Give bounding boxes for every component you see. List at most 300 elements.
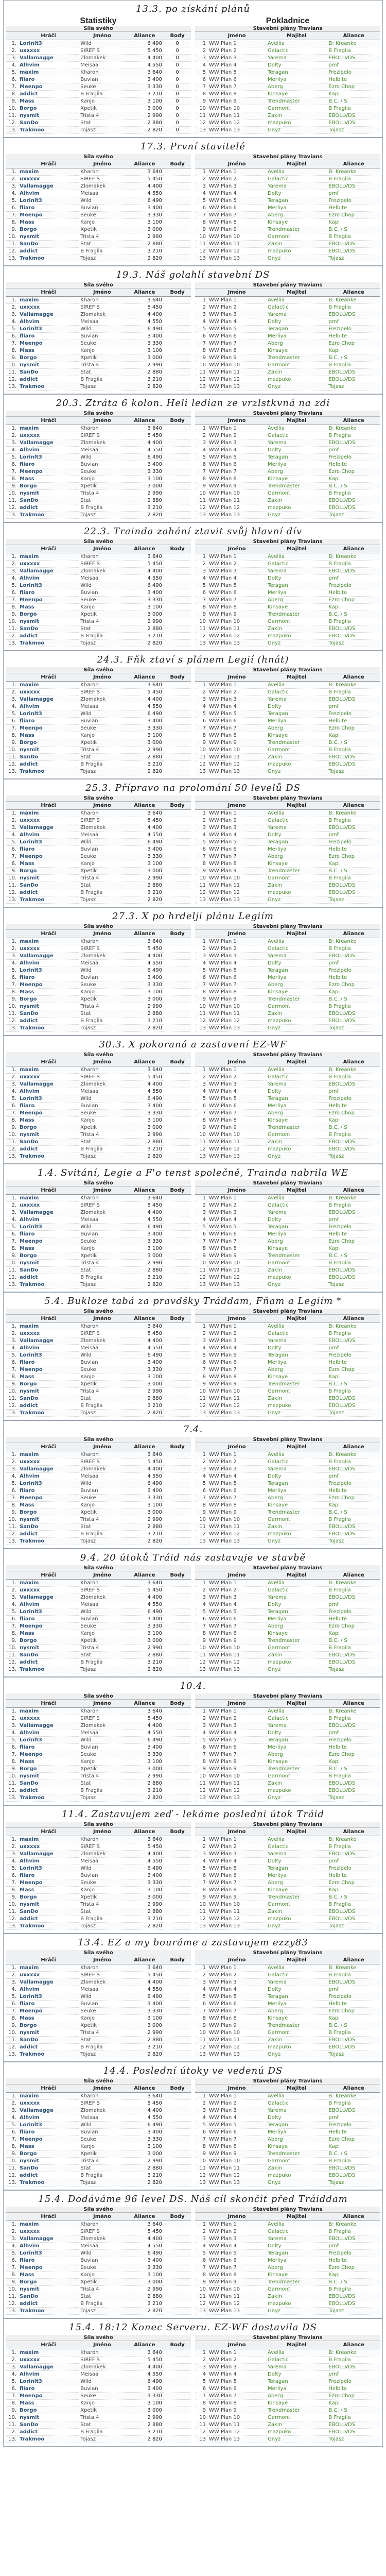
alliance-cell[interactable]: EBOLLVDS — [327, 2293, 380, 2300]
ally-cell[interactable]: SIREF S — [79, 2100, 126, 2107]
player-cell[interactable]: Lorinlt3 — [18, 1865, 79, 1872]
player-cell[interactable]: maxim — [18, 553, 79, 561]
owner-cell[interactable]: Kinsaye — [266, 2143, 327, 2150]
ally-cell[interactable]: Kharon — [79, 2093, 126, 2100]
ally-cell[interactable]: Zlomakek — [79, 568, 126, 575]
alliance-cell[interactable]: EBOLLVDS — [327, 1851, 380, 1858]
player-cell[interactable]: SanDo — [18, 369, 79, 376]
ally-cell[interactable]: Trista 4 — [79, 1260, 126, 1267]
owner-cell[interactable]: Gnyz — [266, 1281, 327, 1289]
player-cell[interactable]: Meenpo — [18, 83, 79, 91]
ally-cell[interactable]: Xpetik — [79, 226, 126, 233]
player-cell[interactable]: Lorinlt3 — [18, 454, 79, 461]
owner-cell[interactable]: Avellia — [266, 1195, 327, 1202]
ally-cell[interactable]: Kanjo — [79, 732, 126, 739]
ally-cell[interactable]: Trista 4 — [79, 233, 126, 241]
owner-cell[interactable]: Teragan — [266, 2250, 327, 2257]
player-cell[interactable]: fliaro — [18, 76, 79, 83]
alliance-cell[interactable]: Frezipelo — [327, 69, 380, 76]
owner-cell[interactable]: Trendmaster — [266, 1637, 327, 1645]
player-cell[interactable]: Trakmoo — [18, 1794, 79, 1802]
owner-cell[interactable]: Avellia — [266, 553, 327, 561]
owner-cell[interactable]: Galactic — [266, 2228, 327, 2235]
owner-cell[interactable]: Teragan — [266, 839, 327, 846]
alliance-cell[interactable]: B.C. / S — [327, 611, 380, 618]
owner-cell[interactable]: Trendmaster — [266, 868, 327, 875]
owner-cell[interactable]: Gnyz — [266, 512, 327, 519]
ally-cell[interactable]: SIREF S — [79, 689, 126, 696]
owner-cell[interactable]: Zakin — [266, 1780, 327, 1787]
ally-cell[interactable]: B Fragila — [79, 504, 126, 512]
ally-cell[interactable]: Xpetik — [79, 105, 126, 112]
ally-cell[interactable]: Wild — [79, 1865, 126, 1872]
player-cell[interactable]: addict — [18, 1018, 79, 1025]
player-cell[interactable]: Meenpo — [18, 1623, 79, 1630]
player-cell[interactable]: nysmit — [18, 875, 79, 882]
player-cell[interactable]: Meenpo — [18, 468, 79, 476]
ally-cell[interactable]: Trista 4 — [79, 112, 126, 120]
ally-cell[interactable]: Kanjo — [79, 1117, 126, 1124]
owner-cell[interactable]: Aberg — [266, 1110, 327, 1117]
alliance-cell[interactable]: B: Kreanke — [327, 297, 380, 304]
owner-cell[interactable]: Avellia — [266, 682, 327, 689]
ally-cell[interactable]: Stat — [79, 369, 126, 376]
player-cell[interactable]: Trakmoo — [18, 512, 79, 519]
owner-cell[interactable]: Merliya — [266, 589, 327, 597]
ally-cell[interactable]: SIREF S — [79, 1843, 126, 1851]
player-cell[interactable]: uxxxxx — [18, 1202, 79, 1209]
player-cell[interactable]: addict — [18, 1274, 79, 1281]
owner-cell[interactable]: Teragan — [266, 2122, 327, 2129]
player-cell[interactable]: Meenpo — [18, 1238, 79, 1245]
player-cell[interactable]: Alhvim — [18, 1730, 79, 1737]
player-cell[interactable]: Alhvim — [18, 703, 79, 710]
ally-cell[interactable]: B Fragila — [79, 1018, 126, 1025]
alliance-cell[interactable]: B Fragila — [327, 2228, 380, 2235]
ally-cell[interactable]: Trista 4 — [79, 1516, 126, 1523]
owner-cell[interactable]: Teragan — [266, 1737, 327, 1744]
alliance-cell[interactable]: Frezipelo — [327, 1352, 380, 1359]
owner-cell[interactable]: mazpuko — [266, 1916, 327, 1923]
owner-cell[interactable]: Trendmaster — [266, 2150, 327, 2158]
ally-cell[interactable]: B Fragila — [79, 91, 126, 98]
player-cell[interactable]: fliaro — [18, 589, 79, 597]
alliance-cell[interactable]: Kapi — [327, 347, 380, 354]
ally-cell[interactable]: Meisaa — [79, 447, 126, 454]
alliance-cell[interactable]: EBOLLVDS — [327, 1466, 380, 1473]
ally-cell[interactable]: SIREF S — [79, 1202, 126, 1209]
alliance-cell[interactable]: Ezro Chop — [327, 597, 380, 604]
owner-cell[interactable]: mazpuko — [266, 1787, 327, 1794]
owner-cell[interactable]: Zakin — [266, 882, 327, 889]
owner-cell[interactable]: Teragan — [266, 1608, 327, 1616]
alliance-cell[interactable]: B: Kreanke — [327, 168, 380, 176]
alliance-cell[interactable]: B.C. / S — [327, 1252, 380, 1260]
player-cell[interactable]: Lorinlt3 — [18, 2250, 79, 2257]
alliance-cell[interactable]: B: Kreanke — [327, 2221, 380, 2228]
owner-cell[interactable]: Zakin — [266, 1267, 327, 1274]
ally-cell[interactable]: Kanjo — [79, 604, 126, 611]
owner-cell[interactable]: Galactic — [266, 1330, 327, 1337]
owner-cell[interactable]: Dolty — [266, 1473, 327, 1480]
alliance-cell[interactable]: EBOLLVDS — [327, 1267, 380, 1274]
player-cell[interactable]: uxxxxx — [18, 304, 79, 311]
ally-cell[interactable]: Tojasz — [79, 2308, 126, 2315]
player-cell[interactable]: SanDo — [18, 1139, 79, 1146]
ally-cell[interactable]: Seuke — [79, 1751, 126, 1758]
player-cell[interactable]: Borgo — [18, 483, 79, 490]
alliance-cell[interactable]: Tojasz — [327, 640, 380, 647]
player-cell[interactable]: Borgo — [18, 1509, 79, 1516]
owner-cell[interactable]: Yarema — [266, 2235, 327, 2243]
alliance-cell[interactable]: B: Kreanke — [327, 553, 380, 561]
player-cell[interactable]: addict — [18, 633, 79, 640]
alliance-cell[interactable]: pmf — [327, 2371, 380, 2378]
player-cell[interactable]: Trakmoo — [18, 640, 79, 647]
alliance-cell[interactable]: EBOLLVDS — [327, 376, 380, 383]
owner-cell[interactable]: Merliya — [266, 333, 327, 340]
player-cell[interactable]: Lorinlt3 — [18, 197, 79, 205]
player-cell[interactable]: Vallamagge — [18, 2107, 79, 2114]
owner-cell[interactable]: Dolty — [266, 1986, 327, 1993]
player-cell[interactable]: uxxxxx — [18, 689, 79, 696]
player-cell[interactable]: addict — [18, 2044, 79, 2051]
alliance-cell[interactable]: B Fragila — [327, 432, 380, 439]
alliance-cell[interactable]: B: Kreanke — [327, 1195, 380, 1202]
ally-cell[interactable]: Zlomakek — [79, 696, 126, 703]
alliance-cell[interactable]: Tojasz — [327, 1923, 380, 1930]
player-cell[interactable]: SanDo — [18, 497, 79, 504]
player-cell[interactable]: Borgo — [18, 1637, 79, 1645]
player-cell[interactable]: Trakmoo — [18, 127, 79, 134]
alliance-cell[interactable]: B Fragila — [327, 2158, 380, 2165]
player-cell[interactable]: Trakmoo — [18, 2436, 79, 2443]
alliance-cell[interactable]: Kapi — [327, 989, 380, 996]
alliance-cell[interactable]: Kapi — [327, 2143, 380, 2150]
alliance-cell[interactable]: B Fragila — [327, 1074, 380, 1081]
owner-cell[interactable]: Yarema — [266, 311, 327, 318]
ally-cell[interactable]: Buvlan — [79, 1872, 126, 1879]
owner-cell[interactable]: Yarema — [266, 696, 327, 703]
owner-cell[interactable]: Dolty — [266, 2371, 327, 2378]
alliance-cell[interactable]: pmf — [327, 190, 380, 197]
owner-cell[interactable]: Yarema — [266, 1851, 327, 1858]
ally-cell[interactable]: Xpetik — [79, 1252, 126, 1260]
alliance-cell[interactable]: B Fragila — [327, 2414, 380, 2421]
alliance-cell[interactable]: pmf — [327, 1216, 380, 1224]
ally-cell[interactable]: Zlomakek — [79, 1594, 126, 1601]
player-cell[interactable]: SanDo — [18, 1908, 79, 1916]
ally-cell[interactable]: Xpetik — [79, 868, 126, 875]
player-cell[interactable]: nysmit — [18, 2029, 79, 2037]
ally-cell[interactable]: B Fragila — [79, 248, 126, 255]
alliance-cell[interactable]: EBOLLVDS — [327, 120, 380, 127]
owner-cell[interactable]: Teragan — [266, 1095, 327, 1103]
player-cell[interactable]: maxim — [18, 1323, 79, 1330]
alliance-cell[interactable]: B.C. / S — [327, 2279, 380, 2286]
alliance-cell[interactable]: EBOLLVDS — [327, 1523, 380, 1531]
player-cell[interactable]: SanDo — [18, 2293, 79, 2300]
player-cell[interactable]: SanDo — [18, 1780, 79, 1787]
player-cell[interactable]: Vallamagge — [18, 1851, 79, 1858]
ally-cell[interactable]: SIREF S — [79, 561, 126, 568]
ally-cell[interactable]: Trista 4 — [79, 875, 126, 882]
player-cell[interactable]: maxim — [18, 69, 79, 76]
ally-cell[interactable]: Tojasz — [79, 1281, 126, 1289]
player-cell[interactable]: Alhvim — [18, 575, 79, 582]
alliance-cell[interactable]: EBOLLVDS — [327, 1402, 380, 1410]
owner-cell[interactable]: Avellia — [266, 425, 327, 432]
owner-cell[interactable]: Zakin — [266, 2293, 327, 2300]
owner-cell[interactable]: Yarema — [266, 2364, 327, 2371]
ally-cell[interactable]: SIREF S — [79, 2228, 126, 2235]
player-cell[interactable]: Vallamagge — [18, 183, 79, 190]
alliance-cell[interactable]: pmf — [327, 1730, 380, 1737]
player-cell[interactable]: maxim — [18, 297, 79, 304]
alliance-cell[interactable]: EBOLLVDS — [327, 882, 380, 889]
player-cell[interactable]: addict — [18, 1916, 79, 1923]
owner-cell[interactable]: Aberg — [266, 725, 327, 732]
alliance-cell[interactable]: EBOLLVDS — [327, 1018, 380, 1025]
alliance-cell[interactable]: B Fragila — [327, 1715, 380, 1722]
ally-cell[interactable]: SIREF S — [79, 1587, 126, 1594]
ally-cell[interactable]: B Fragila — [79, 2300, 126, 2308]
ally-cell[interactable]: Seuke — [79, 2393, 126, 2400]
alliance-cell[interactable]: Helbite — [327, 589, 380, 597]
player-cell[interactable]: Meenpo — [18, 2136, 79, 2143]
alliance-cell[interactable]: B Fragila — [327, 817, 380, 824]
owner-cell[interactable]: Avellia — [266, 2221, 327, 2228]
player-cell[interactable]: addict — [18, 2300, 79, 2308]
ally-cell[interactable]: Buvlan — [79, 2129, 126, 2136]
owner-cell[interactable]: Zakin — [266, 625, 327, 633]
ally-cell[interactable]: Zlomakek — [79, 55, 126, 62]
owner-cell[interactable]: Yarema — [266, 824, 327, 832]
player-cell[interactable]: fliaro — [18, 205, 79, 212]
alliance-cell[interactable]: Ezro Chop — [327, 212, 380, 219]
player-cell[interactable]: Vallamagge — [18, 1979, 79, 1986]
ally-cell[interactable]: Wild — [79, 197, 126, 205]
ally-cell[interactable]: Zlomakek — [79, 953, 126, 960]
alliance-cell[interactable]: EBOLLVDS — [327, 311, 380, 318]
alliance-cell[interactable]: EBOLLVDS — [327, 55, 380, 62]
owner-cell[interactable]: Yarema — [266, 953, 327, 960]
owner-cell[interactable]: Dolty — [266, 2114, 327, 2122]
player-cell[interactable]: Mass — [18, 604, 79, 611]
player-cell[interactable]: Vallamagge — [18, 1209, 79, 1216]
player-cell[interactable]: SanDo — [18, 882, 79, 889]
player-cell[interactable]: Borgo — [18, 611, 79, 618]
ally-cell[interactable]: Seuke — [79, 1879, 126, 1887]
alliance-cell[interactable]: EBOLLVDS — [327, 1010, 380, 1018]
alliance-cell[interactable]: B.C. / S — [327, 996, 380, 1003]
owner-cell[interactable]: Trendmaster — [266, 739, 327, 747]
player-cell[interactable]: maxim — [18, 168, 79, 176]
alliance-cell[interactable]: Tojasz — [327, 1153, 380, 1160]
owner-cell[interactable]: Dolty — [266, 1858, 327, 1865]
alliance-cell[interactable]: B Fragila — [327, 1587, 380, 1594]
owner-cell[interactable]: Teragan — [266, 967, 327, 974]
ally-cell[interactable]: Stat — [79, 1010, 126, 1018]
owner-cell[interactable]: mazpuko — [266, 889, 327, 896]
alliance-cell[interactable]: Tojasz — [327, 2179, 380, 2187]
player-cell[interactable]: nysmit — [18, 1645, 79, 1652]
owner-cell[interactable]: mazpuko — [266, 1402, 327, 1410]
owner-cell[interactable]: Kinsaye — [266, 476, 327, 483]
ally-cell[interactable]: Tojasz — [79, 1666, 126, 1673]
owner-cell[interactable]: Gnyz — [266, 1923, 327, 1930]
owner-cell[interactable]: Merliya — [266, 718, 327, 725]
ally-cell[interactable]: B Fragila — [79, 1402, 126, 1410]
ally-cell[interactable]: Seuke — [79, 1623, 126, 1630]
player-cell[interactable]: Lorinlt3 — [18, 1608, 79, 1616]
alliance-cell[interactable]: B.C. / S — [327, 1381, 380, 1388]
player-cell[interactable]: uxxxxx — [18, 1715, 79, 1722]
alliance-cell[interactable]: Frezipelo — [327, 582, 380, 589]
alliance-cell[interactable]: EBOLLVDS — [327, 497, 380, 504]
ally-cell[interactable]: Meisaa — [79, 2371, 126, 2378]
player-cell[interactable]: Lorinlt3 — [18, 1095, 79, 1103]
ally-cell[interactable]: Kharon — [79, 1580, 126, 1587]
owner-cell[interactable]: Yarema — [266, 1081, 327, 1088]
ally-cell[interactable]: SIREF S — [79, 1074, 126, 1081]
owner-cell[interactable]: Gnyz — [266, 1666, 327, 1673]
ally-cell[interactable]: B Fragila — [79, 2429, 126, 2436]
alliance-cell[interactable]: pmf — [327, 318, 380, 326]
alliance-cell[interactable]: Ezro Chop — [327, 1879, 380, 1887]
owner-cell[interactable]: mazpuko — [266, 2429, 327, 2436]
player-cell[interactable]: Meenpo — [18, 1110, 79, 1117]
owner-cell[interactable]: Teragan — [266, 710, 327, 718]
player-cell[interactable]: Borgo — [18, 1381, 79, 1388]
owner-cell[interactable]: Avellia — [266, 1580, 327, 1587]
ally-cell[interactable]: Kharon — [79, 1195, 126, 1202]
alliance-cell[interactable]: EBOLLVDS — [327, 2172, 380, 2179]
player-cell[interactable]: maxim — [18, 1451, 79, 1459]
owner-cell[interactable]: Garmont — [266, 490, 327, 497]
player-cell[interactable]: Trakmoo — [18, 1538, 79, 1545]
owner-cell[interactable]: Merliya — [266, 205, 327, 212]
owner-cell[interactable]: Merliya — [266, 2129, 327, 2136]
owner-cell[interactable]: mazpuko — [266, 504, 327, 512]
alliance-cell[interactable]: Kapi — [327, 1245, 380, 1252]
player-cell[interactable]: SanDo — [18, 1395, 79, 1402]
alliance-cell[interactable]: Kapi — [327, 2015, 380, 2022]
ally-cell[interactable]: Trista 4 — [79, 1901, 126, 1908]
owner-cell[interactable]: Gnyz — [266, 1153, 327, 1160]
ally-cell[interactable]: Tojasz — [79, 640, 126, 647]
ally-cell[interactable]: Tojasz — [79, 1410, 126, 1417]
player-cell[interactable]: uxxxxx — [18, 176, 79, 183]
ally-cell[interactable]: Stat — [79, 1395, 126, 1402]
ally-cell[interactable]: SIREF S — [79, 2357, 126, 2364]
player-cell[interactable]: uxxxxx — [18, 1587, 79, 1594]
ally-cell[interactable]: B Fragila — [79, 1659, 126, 1666]
alliance-cell[interactable]: pmf — [327, 703, 380, 710]
owner-cell[interactable]: Kinsaye — [266, 1117, 327, 1124]
ally-cell[interactable]: Kharon — [79, 297, 126, 304]
alliance-cell[interactable]: EBOLLVDS — [327, 2429, 380, 2436]
owner-cell[interactable]: Kinsaye — [266, 347, 327, 354]
owner-cell[interactable]: Aberg — [266, 212, 327, 219]
alliance-cell[interactable]: pmf — [327, 2114, 380, 2122]
owner-cell[interactable]: Merliya — [266, 2001, 327, 2008]
owner-cell[interactable]: Merliya — [266, 1744, 327, 1751]
player-cell[interactable]: uxxxxx — [18, 1843, 79, 1851]
alliance-cell[interactable]: B: Kreanke — [327, 1451, 380, 1459]
ally-cell[interactable]: B Fragila — [79, 1531, 126, 1538]
owner-cell[interactable]: Merliya — [266, 1487, 327, 1495]
alliance-cell[interactable]: B Fragila — [327, 945, 380, 953]
alliance-cell[interactable]: pmf — [327, 1601, 380, 1608]
ally-cell[interactable]: SIREF S — [79, 1715, 126, 1722]
alliance-cell[interactable]: B Fragila — [327, 875, 380, 882]
owner-cell[interactable]: Aberg — [266, 981, 327, 989]
alliance-cell[interactable]: B Fragila — [327, 1388, 380, 1395]
player-cell[interactable]: Vallamagge — [18, 568, 79, 575]
player-cell[interactable]: Borgo — [18, 1766, 79, 1773]
ally-cell[interactable]: Seuke — [79, 468, 126, 476]
player-cell[interactable]: Lorinlt3 — [18, 582, 79, 589]
ally-cell[interactable]: Trista 4 — [79, 1388, 126, 1395]
alliance-cell[interactable]: EBOLLVDS — [327, 1337, 380, 1345]
owner-cell[interactable]: Merliya — [266, 1616, 327, 1623]
owner-cell[interactable]: Gnyz — [266, 2051, 327, 2058]
owner-cell[interactable]: Zakin — [266, 754, 327, 761]
owner-cell[interactable]: Gnyz — [266, 1025, 327, 1032]
ally-cell[interactable]: B Fragila — [79, 376, 126, 383]
owner-cell[interactable]: Zakin — [266, 1908, 327, 1916]
ally-cell[interactable]: Meisaa — [79, 1345, 126, 1352]
alliance-cell[interactable]: EBOLLVDS — [327, 504, 380, 512]
ally-cell[interactable]: Tojasz — [79, 1153, 126, 1160]
player-cell[interactable]: Vallamagge — [18, 2364, 79, 2371]
ally-cell[interactable]: Kanjo — [79, 2400, 126, 2407]
player-cell[interactable]: Mass — [18, 476, 79, 483]
alliance-cell[interactable]: B Fragila — [327, 1330, 380, 1337]
ally-cell[interactable]: Tojasz — [79, 768, 126, 775]
ally-cell[interactable]: Kharon — [79, 2221, 126, 2228]
alliance-cell[interactable]: pmf — [327, 960, 380, 967]
ally-cell[interactable]: Kanjo — [79, 989, 126, 996]
ally-cell[interactable]: Kanjo — [79, 347, 126, 354]
ally-cell[interactable]: Xpetik — [79, 483, 126, 490]
ally-cell[interactable]: Stat — [79, 241, 126, 248]
alliance-cell[interactable]: B Fragila — [327, 47, 380, 55]
alliance-cell[interactable]: B: Kreanke — [327, 682, 380, 689]
ally-cell[interactable]: SIREF S — [79, 176, 126, 183]
player-cell[interactable]: fliaro — [18, 461, 79, 468]
ally-cell[interactable]: Zlomakek — [79, 311, 126, 318]
alliance-cell[interactable]: EBOLLVDS — [327, 2037, 380, 2044]
alliance-cell[interactable]: B Fragila — [327, 1645, 380, 1652]
ally-cell[interactable]: Tojasz — [79, 127, 126, 134]
owner-cell[interactable]: Trendmaster — [266, 1381, 327, 1388]
alliance-cell[interactable]: B Fragila — [327, 1003, 380, 1010]
ally-cell[interactable]: Seuke — [79, 981, 126, 989]
player-cell[interactable]: addict — [18, 2429, 79, 2436]
player-cell[interactable]: SanDo — [18, 1652, 79, 1659]
player-cell[interactable]: fliaro — [18, 2001, 79, 2008]
player-cell[interactable]: Meenpo — [18, 1366, 79, 1374]
ally-cell[interactable]: Trista 4 — [79, 1131, 126, 1139]
owner-cell[interactable]: Trendmaster — [266, 1509, 327, 1516]
owner-cell[interactable]: Yarema — [266, 1209, 327, 1216]
alliance-cell[interactable]: EBOLLVDS — [327, 439, 380, 447]
alliance-cell[interactable]: B.C. / S — [327, 868, 380, 875]
owner-cell[interactable]: Trendmaster — [266, 98, 327, 105]
ally-cell[interactable]: Kharon — [79, 2349, 126, 2357]
